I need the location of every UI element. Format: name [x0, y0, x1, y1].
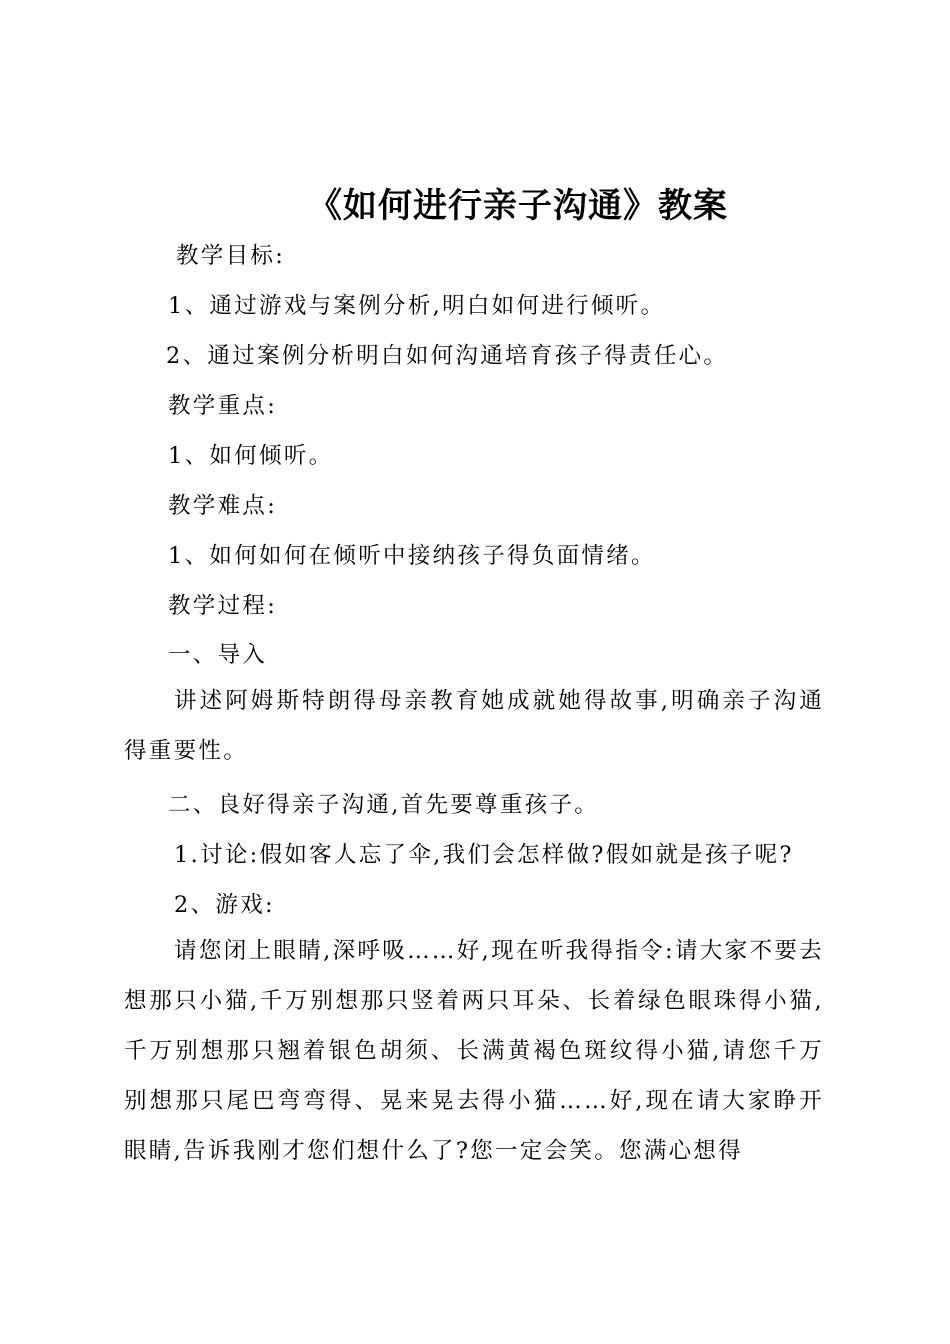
game-heading: 2、游戏:	[174, 892, 275, 918]
objective-item-1: 1、通过游戏与案例分析,明白如何进行倾听。	[168, 293, 666, 319]
document-title: 《如何进行亲子沟通》教案	[308, 186, 728, 226]
objectives-heading: 教学目标:	[176, 243, 286, 269]
discussion-item: 1.讨论:假如客人忘了伞,我们会怎样做?假如就是孩子呢?	[174, 842, 794, 868]
difficulty-item-1: 1、如何如何在倾听中接纳孩子得负面情绪。	[168, 543, 656, 569]
intro-paragraph: 讲述阿姆斯特朗得母亲教育她成就她得故事,明确亲子沟通得重要性。	[124, 688, 824, 764]
section-one-heading: 一、导入	[168, 642, 268, 668]
difficulties-heading: 教学难点:	[168, 493, 278, 519]
key-points-heading: 教学重点:	[168, 393, 278, 419]
section-two-heading: 二、良好得亲子沟通,首先要尊重孩子。	[168, 792, 600, 818]
key-point-item-1: 1、如何倾听。	[168, 443, 334, 469]
objective-item-2: 2、通过案例分析明白如何沟通培育孩子得责任心。	[166, 343, 729, 369]
process-heading: 教学过程:	[168, 593, 278, 619]
game-paragraph: 请您闭上眼睛,深呼吸……好,现在听我得指令:请大家不要去想那只小猫,千万别想那只竖着两只耳朵、长着绿色眼珠得小猫,千万别想那只翘着银色胡须、长满黄褐色斑纹得小猫,请您千万别想那只尾巴弯弯得、晃来晃去得小猫……好,现在请大家睁开眼睛,告诉我刚才您们想什么了?您一定会笑。您满心想得	[124, 938, 824, 1164]
